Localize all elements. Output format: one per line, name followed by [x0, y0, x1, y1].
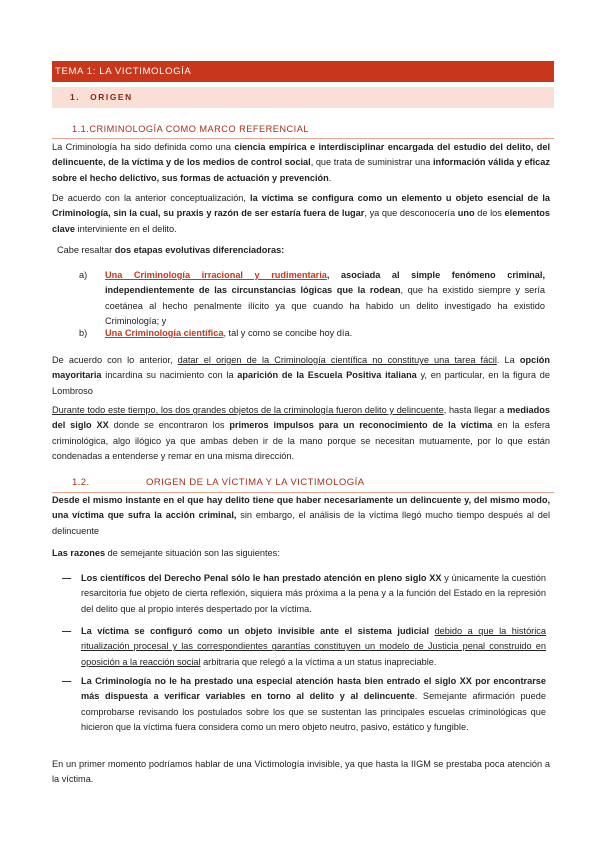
text: interviniente en el delito.	[75, 223, 177, 234]
bold-text: , asociada al simple fenómeno criminal, independientemente de las circunstancias lógicas que la rodean	[105, 270, 546, 296]
text: , que trata de suministrar una	[310, 157, 433, 168]
dash-list-item-2	[62, 624, 546, 670]
subsection-heading-1-2	[52, 474, 554, 493]
bold-text: información válida y eficaz sobre el hecho delictivo, sus formas de actuación y prevención	[52, 157, 550, 183]
text: en la esfera criminológica, algo ilógico ya que ambas deben ir de la mano porque se necesitan mutuamente, por lo que están condenadas a entenderse y remar en una misma dirección.	[52, 420, 550, 461]
chapter-title-bar	[52, 61, 554, 82]
bold-text: primeros impulsos para un reconocimiento de la víctima	[229, 420, 493, 431]
text: La Criminología ha sido definida como una	[52, 142, 235, 152]
bold-text: La Criminología no le ha prestado una especial atención hasta bien entrado el siglo XX por encontrarse más dispuesta a verificar variables en torno al delito y al delincuente	[81, 676, 546, 702]
underlined-text: debido a que la histórica ritualización procesal y las correspondientes garantías constituyen un modelo de Justicia penal construido en oposición a la reacción social	[81, 626, 546, 667]
highlighted-text: Una Criminología irracional y rudimentaria	[105, 270, 327, 280]
underlined-text: Durante todo este tiempo, los dos grandes objetos de la criminología fueron delito y delincuente	[52, 405, 444, 415]
paragraph-2	[52, 191, 550, 237]
dash-bullet: —	[62, 676, 72, 686]
text: , que ha existido siempre y sería coetánea al hecho penalmente ilícito ya que cuando ha habido un delito investigado ha existido Criminología; y	[105, 285, 545, 326]
bold-text: aparición de la Escuela Positiva italiana	[237, 370, 417, 381]
paragraph-1	[52, 140, 550, 186]
section-title: ORIGEN	[90, 92, 133, 102]
text: , hasta llegar a	[443, 405, 508, 415]
underlined-text: datar el origen de la Criminología científica no constituye una tarea fácil	[177, 355, 497, 365]
highlighted-text: Una Criminología científica	[105, 328, 224, 338]
text: En un primer momento podríamos hablar de una Victimología invisible, ya que hasta la IIGM se prestaba poca atención a la víctima.	[52, 759, 550, 785]
list-label: b)	[79, 328, 88, 338]
paragraph-5	[52, 403, 550, 464]
bold-text: dos etapas evolutivas diferenciadoras:	[114, 245, 285, 255]
text: donde se encontraron los	[108, 420, 230, 431]
text: de semejante situación son las siguientes:	[105, 548, 280, 558]
subsection-title: 1.1.CRIMINOLOGÍA COMO MARCO REFERENCIAL	[72, 124, 309, 134]
bold-text: Los científicos del Derecho Penal sólo le han prestado atención en pleno siglo XX	[81, 573, 442, 583]
bold-text: ciencia empírica e interdisciplinar encargada del estudio del delito, del delincuente, de la víctima y de los medios de control social	[52, 142, 550, 168]
subsection-heading-1-1	[52, 122, 554, 139]
text: .	[328, 172, 332, 183]
bold-text: uno	[457, 208, 475, 219]
bold-text: opción mayoritaria	[52, 355, 550, 381]
bold-text: elementos clave	[52, 208, 550, 234]
bold-text: mediados del siglo XX	[52, 405, 550, 431]
text: , tal y como se concibe hoy día.	[223, 328, 353, 338]
bold-text: la víctima se configura como un elemento u objeto esencial de la Criminología, sin la cual, su praxis y razón de ser estaría fuera de lugar	[52, 193, 551, 219]
list-item-b	[79, 326, 545, 341]
list-item-a	[79, 268, 545, 329]
bold-text: Desde el mismo instante en el que hay delito tiene que haber necesariamente un delincuente y, del mismo modo, una víctima que sufra la acción criminal,	[52, 495, 550, 521]
paragraph-4	[52, 353, 550, 399]
paragraph-6	[52, 493, 550, 539]
dash-list-item-1	[62, 571, 546, 617]
paragraph-3	[52, 243, 550, 258]
subsection-number: 1.2.	[72, 477, 90, 488]
chapter-title: TEMA 1: LA VICTIMOLOGÍA	[55, 66, 192, 77]
text: De acuerdo con la anterior conceptualización,	[52, 193, 251, 203]
list-label: a)	[79, 270, 88, 280]
bold-text: La víctima se configuró como un objeto invisible ante el sistema judicial	[81, 626, 430, 636]
dash-bullet: —	[62, 626, 72, 636]
text: y, en particular, en la figura de Lombroso	[52, 370, 550, 396]
text: , ya que desconocería	[364, 208, 458, 219]
text: . Semejante afirmación puede comprobarse revisando los postulados sobre los que se sustentan las principales escuelas criminológicas que hicieron que la víctima fuera considera como un mero objeto neutro, pasivo, estático y fungible.	[81, 691, 546, 732]
text: sin embargo, el análisis de la víctima llegó mucho tiempo después al del delincuente	[52, 510, 551, 536]
subsection-title: ORIGEN DE LA VÍCTIMA Y LA VICTIMOLOGÍA	[146, 477, 365, 488]
text: incardina su nacimiento con la	[101, 370, 238, 381]
bold-text: Las razones	[52, 548, 106, 558]
text: . La	[496, 355, 520, 365]
paragraph-7	[52, 546, 550, 561]
paragraph-8	[52, 757, 550, 788]
dash-bullet: —	[62, 573, 72, 583]
text: arbitraria que relegó a la víctima a un status inapreciable.	[200, 656, 437, 667]
text: Cabe resaltar	[57, 245, 115, 255]
section-heading-bar	[52, 87, 554, 108]
text: de los	[474, 208, 505, 219]
text: De acuerdo con lo anterior,	[52, 355, 178, 365]
section-number: 1.	[70, 92, 81, 102]
dash-list-item-3	[62, 674, 546, 735]
text: y únicamente la cuestión resarcitoria fue objeto de cierta reflexión, siquiera más próxima a la pena y a la función del Estado en la represión del delito que al propio interés despertado por la víctima.	[81, 573, 546, 614]
